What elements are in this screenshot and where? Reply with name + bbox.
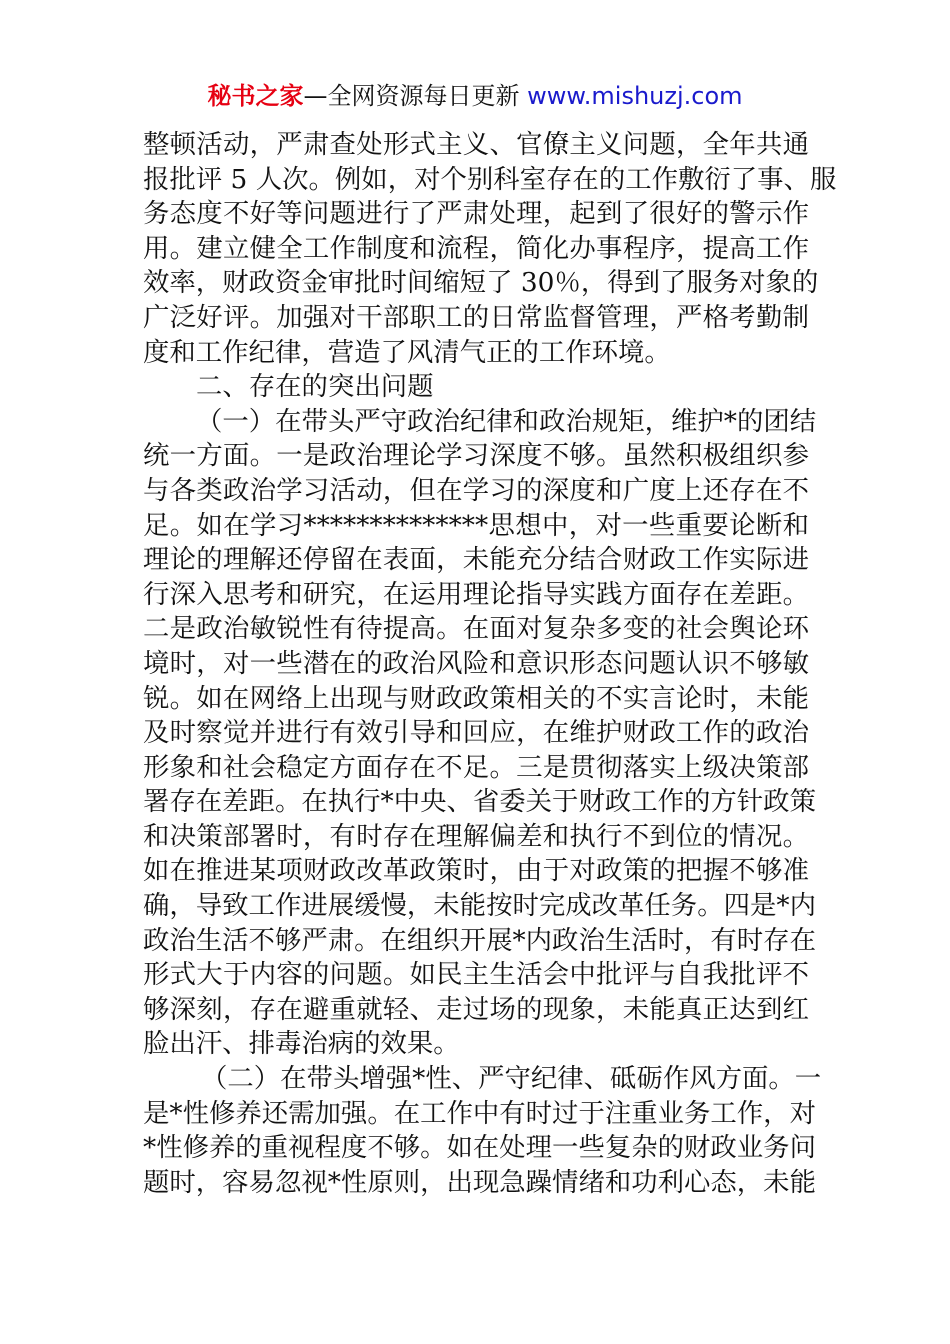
body-line: 如在推进某项财政改革政策时，由于对政策的把握不够准 — [143, 855, 809, 887]
body-line: 脸出汗、排毒治病的效果。 — [143, 1028, 460, 1060]
body-line: 形象和社会稳定方面存在不足。三是贯彻落实上级决策部 — [143, 751, 809, 783]
page-header — [0, 78, 950, 114]
body-line: 和决策部署时，有时存在理解偏差和执行不到位的情况。 — [143, 820, 809, 852]
body-line: 境时，对一些潜在的政治风险和意识形态问题认识不够敏 — [143, 647, 809, 679]
body-line: 政治生活不够严肃。在组织开展*内政治生活时，有时存在 — [143, 924, 816, 956]
body-line: 统一方面。一是政治理论学习深度不够。虽然积极组织参 — [143, 440, 809, 472]
body-line: 广泛好评。加强对干部职工的日常监督管理，严格考勤制 — [143, 301, 809, 333]
body-line: 题时，容易忽视*性原则，出现急躁情绪和功利心态，未能 — [143, 1166, 816, 1198]
body-line: 行深入思考和研究，在运用理论指导实践方面存在差距。 — [143, 578, 809, 610]
header-tagline: —全网资源每日更新 — [303, 82, 528, 110]
body-line: （一）在带头严守政治纪律和政治规矩，维护*的团结 — [196, 405, 817, 437]
body-line: 报批评 5 人次。例如，对个别科室存在的工作敷衍了事、服 — [143, 163, 837, 195]
section-heading: 二、存在的突出问题 — [196, 371, 434, 403]
body-line: 务态度不好等问题进行了严肃处理，起到了很好的警示作 — [143, 198, 809, 230]
body-line: 足。如在学习**************思想中，对一些重要论断和 — [143, 509, 809, 541]
body-line: 形式大于内容的问题。如民主生活会中批评与自我批评不 — [143, 959, 809, 991]
body-line: 及时察觉并进行有效引导和回应，在维护财政工作的政治 — [143, 717, 809, 749]
body-line: 锐。如在网络上出现与财政政策相关的不实言论时，未能 — [143, 682, 809, 714]
body-line: 是*性修养还需加强。在工作中有时过于注重业务工作，对 — [143, 1097, 816, 1129]
body-line: 确，导致工作进展缓慢，未能按时完成改革任务。四是*内 — [143, 890, 816, 922]
header-brand: 秘书之家 — [207, 82, 304, 110]
body-line: 度和工作纪律，营造了风清气正的工作环境。 — [143, 336, 671, 368]
body-line: 够深刻，存在避重就轻、走过场的现象，未能真正达到红 — [143, 993, 809, 1025]
body-line: 用。建立健全工作制度和流程，简化办事程序，提高工作 — [143, 232, 809, 264]
body-line: 理论的理解还停留在表面，未能充分结合财政工作实际进 — [143, 544, 809, 576]
body-line: 与各类政治学习活动，但在学习的深度和广度上还存在不 — [143, 474, 809, 506]
body-line: 署存在差距。在执行*中央、省委关于财政工作的方针政策 — [143, 786, 816, 818]
document-body — [143, 128, 837, 1200]
body-line: 二是政治敏锐性有待提高。在面对复杂多变的社会舆论环 — [143, 613, 809, 645]
body-line: 整顿活动，严肃查处形式主义、官僚主义问题，全年共通 — [143, 129, 809, 160]
body-line: *性修养的重视程度不够。如在处理一些复杂的财政业务问 — [143, 1132, 816, 1164]
body-line: 效率，财政资金审批时间缩短了 30％，得到了服务对象的 — [143, 267, 819, 299]
body-line: （二）在带头增强*性、严守纪律、砥砺作风方面。一 — [201, 1063, 822, 1095]
header-url-link[interactable]: www.mishuzj.com — [527, 82, 743, 110]
